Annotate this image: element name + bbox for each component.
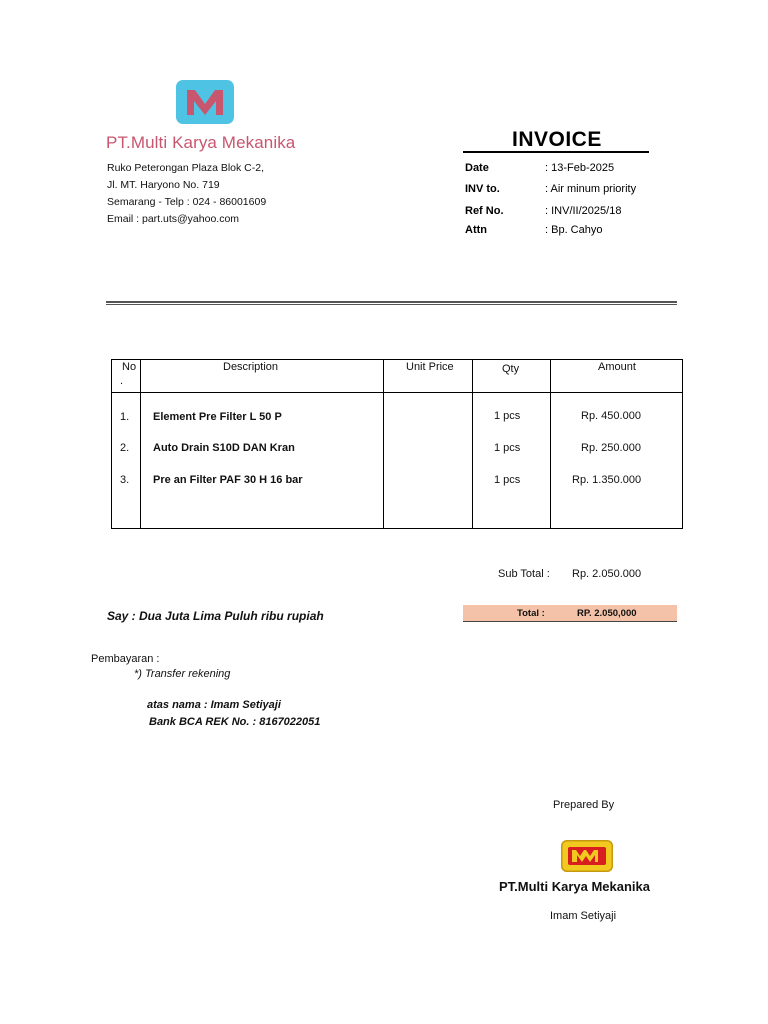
col-header-no-dot: .: [120, 375, 124, 387]
signature-company: PT.Multi Karya Mekanika: [499, 879, 650, 894]
table-header-rule: [111, 392, 683, 393]
attn-value: : Bp. Cahyo: [545, 224, 603, 236]
table-column-rule: [550, 359, 551, 529]
company-name: PT.Multi Karya Mekanika: [106, 133, 296, 152]
date-value: : 13-Feb-2025: [545, 162, 615, 174]
invoice-title: INVOICE: [512, 128, 602, 151]
company-email: Email : part.uts@yahoo.com: [107, 213, 240, 225]
col-header-qty: Qty: [502, 363, 520, 375]
inv-to-label: INV to.: [465, 183, 500, 195]
row-qty: 1 pcs: [494, 410, 521, 422]
subtotal-label: Sub Total :: [498, 568, 550, 580]
ref-no-value: : INV/II/2025/18: [545, 205, 622, 217]
row-no: 3.: [120, 474, 130, 486]
subtotal-value: Rp. 2.050.000: [572, 568, 642, 580]
row-description: Element Pre Filter L 50 P: [153, 411, 282, 423]
signatory-name: Imam Setiyaji: [550, 910, 617, 922]
section-divider: [106, 304, 677, 305]
row-no: 2.: [120, 442, 130, 454]
mkm-logo-icon: [183, 85, 227, 119]
table-column-rule: [383, 359, 384, 529]
company-address-line: Jl. MT. Haryono No. 719: [107, 179, 220, 191]
date-label: Date: [465, 162, 489, 174]
row-description: Auto Drain S10D DAN Kran: [153, 442, 295, 454]
row-description: Pre an Filter PAF 30 H 16 bar: [153, 474, 303, 486]
row-amount: Rp. 450.000: [581, 410, 641, 422]
account-number: Bank BCA REK No. : 8167022051: [149, 716, 321, 728]
section-divider: [106, 301, 677, 303]
company-stamp: [561, 840, 613, 872]
attn-label: Attn: [465, 224, 487, 236]
company-phone: Semarang - Telp : 024 - 86001609: [107, 196, 267, 208]
mkm-stamp-icon: [567, 845, 607, 867]
payment-label: Pembayaran :: [91, 653, 160, 665]
col-header-description: Description: [223, 361, 279, 373]
col-header-amount: Amount: [598, 361, 636, 373]
payment-method: *) Transfer rekening: [134, 668, 231, 680]
ref-no-label: Ref No.: [465, 205, 504, 217]
title-underline: [463, 151, 649, 153]
table-column-rule: [472, 359, 473, 529]
row-qty: 1 pcs: [494, 442, 521, 454]
row-amount: Rp. 1.350.000: [572, 474, 642, 486]
company-logo: [176, 80, 234, 124]
inv-to-value: : Air minum priority: [545, 183, 637, 195]
account-name: atas nama : Imam Setiyaji: [147, 699, 281, 711]
row-amount: Rp. 250.000: [581, 442, 641, 454]
col-header-unit-price: Unit Price: [406, 361, 454, 373]
col-header-no: No: [122, 361, 137, 373]
table-column-rule: [140, 359, 141, 529]
prepared-by-label: Prepared By: [553, 799, 615, 811]
total-label: Total :: [517, 608, 545, 619]
amount-in-words: Say : Dua Juta Lima Puluh ribu rupiah: [107, 609, 324, 623]
company-address-line: Ruko Peterongan Plaza Blok C-2,: [107, 162, 265, 174]
total-value: RP. 2.050,000: [577, 608, 637, 619]
row-no: 1.: [120, 411, 130, 423]
total-bar: [463, 605, 677, 622]
row-qty: 1 pcs: [494, 474, 521, 486]
